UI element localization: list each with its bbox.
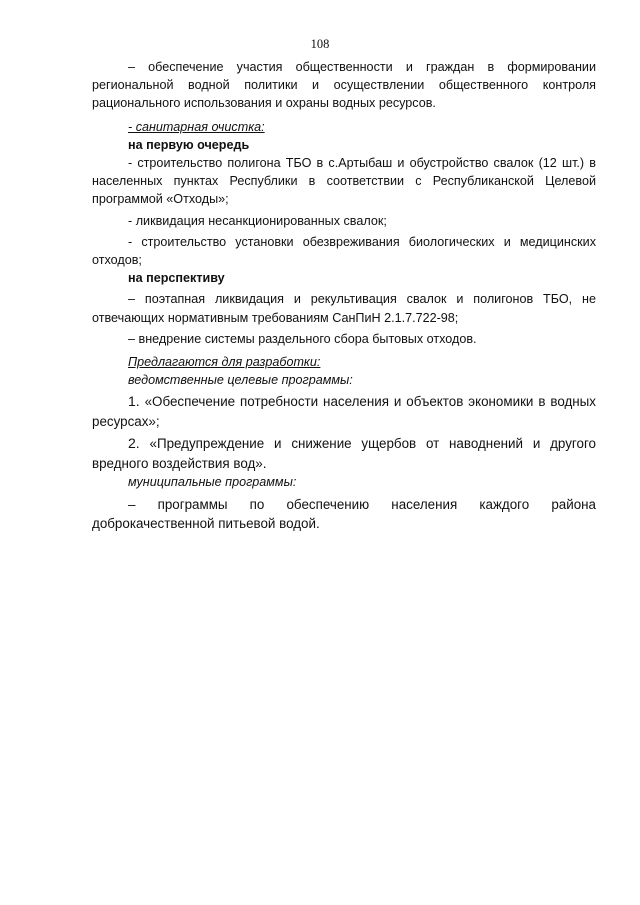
section-heading-sanitary: - санитарная очистка: — [128, 119, 265, 134]
document-body — [92, 58, 596, 534]
page-number: 108 — [310, 37, 330, 51]
subheading-first-priority: на первую очередь — [128, 137, 250, 152]
subheading-municipal: муниципальные программы: — [128, 475, 297, 490]
program-text-1: «Обеспечение потребности населения и объектов экономики в водных ресурсах»; — [92, 394, 596, 429]
program-item-1 — [92, 392, 596, 431]
list-item-recultivation: – поэтапная ликвидация и рекультивация свалок и полигонов ТБО, не отвечающих нормативным требованиям СанПиН 2.1.7.722-98; — [92, 292, 596, 325]
list-item-liquidation: - ликвидация несанкционированных свалок; — [128, 213, 387, 228]
program-number-2: 2. — [128, 435, 140, 452]
program-number-1: 1. — [128, 393, 140, 410]
list-item-installation: - строительство установки обезвреживания биологических и медицинских отходов; — [92, 234, 596, 268]
list-item-separate-collection: – внедрение системы раздельного сбора бытовых отходов. — [128, 331, 477, 346]
paragraph-public-participation: – обеспечение участия общественности и граждан в формировании региональной водной политики и осуществлении общественного контроля рационального использования и охраны водных ресурсов. — [92, 60, 596, 111]
subheading-departmental: ведомственные целевые программы: — [128, 373, 353, 388]
program-text-2: «Предупреждение и снижение ущербов от наводнений и другого вредного воздействия вод». — [92, 436, 596, 471]
subheading-perspective: на перспективу — [128, 271, 225, 286]
list-item-municipal: – программы по обеспечению населения каждого района доброкачественной питьевой водой. — [92, 496, 596, 532]
section-heading-proposed: Предлагаются для разработки: — [128, 355, 321, 370]
program-item-2 — [92, 434, 596, 473]
list-item-polygon: - строительство полигона ТБО в с.Артыбаш и обустройство свалок (12 шт.) в населенных пунктах Республики в соответствии с Республиканской Целевой программой «Отходы»; — [92, 156, 596, 207]
